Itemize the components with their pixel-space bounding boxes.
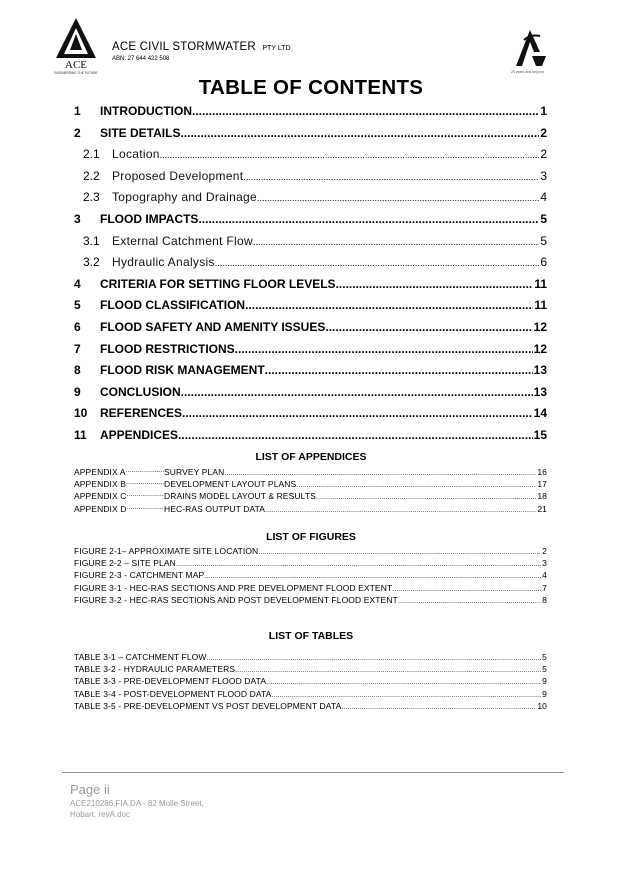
toc-entry-title: REFERENCES: [100, 406, 183, 421]
table-page: 10: [537, 700, 547, 711]
toc-entry[interactable]: [74, 298, 547, 320]
company-block: [112, 37, 291, 62]
appendix-page: 17: [537, 479, 547, 490]
toc-entry-number: 2.3: [83, 190, 100, 205]
toc-entry-title: Topography and Drainage: [112, 190, 257, 205]
toc-leader-dots: [245, 298, 533, 312]
toc-entry-title: Hydraulic Analysis: [112, 255, 215, 270]
figure-page: 3: [542, 558, 547, 569]
appendix-label-dots: [127, 504, 165, 514]
toc-entry-page: 4: [540, 190, 547, 205]
appendix-label-group: [74, 479, 164, 489]
toc-entry[interactable]: [74, 126, 547, 148]
toc-entry-title: FLOOD SAFETY AND AMENITY ISSUES: [100, 319, 326, 334]
appendix-page: 16: [537, 467, 547, 477]
figure-title: FIGURE 3-2 - HEC-RAS SECTIONS AND POST DEVELOPMENT FLOOD EXTENT: [74, 594, 398, 605]
toc-entry[interactable]: [74, 255, 547, 277]
toc-entry-title: SITE DETAILS: [100, 125, 181, 140]
toc-entry-page: 2: [540, 125, 547, 140]
table-page: 5: [542, 652, 547, 662]
toc-leader-dots: [198, 212, 539, 226]
toc-entry-title: INTRODUCTION: [100, 104, 192, 118]
figure-title: FIGURE 2-3 - CATCHMENT MAP: [74, 570, 205, 581]
toc-leader-dots: [243, 172, 539, 182]
toc-entry-page: 13: [533, 384, 547, 399]
appendices-heading: LIST OF APPENDICES: [255, 451, 367, 463]
company-name: ACE CIVIL STORMWATER: [112, 41, 256, 53]
toc-entry-page: 5: [540, 211, 547, 226]
toc-entry-title: CRITERIA FOR SETTING FLOOR LEVELS: [100, 276, 336, 291]
table-leader-dots: [266, 679, 541, 686]
figure-leader-dots: [176, 561, 541, 568]
appendix-leader-dots: [316, 494, 537, 501]
appendix-label-group: [74, 504, 164, 514]
figure-leader-dots: [258, 549, 541, 556]
toc-leader-dots: [265, 363, 533, 377]
toc-entry-number: 9: [74, 384, 81, 399]
toc-leader-dots: [325, 320, 532, 334]
toc-entry[interactable]: [74, 234, 547, 256]
toc-leader-dots: [336, 277, 534, 291]
table-of-contents: [74, 104, 547, 450]
table-entry[interactable]: [74, 664, 547, 676]
toc-entry-page: 2: [540, 147, 547, 162]
toc-entry-page: 14: [533, 406, 547, 421]
figure-entry[interactable]: [74, 583, 547, 595]
table-title: TABLE 3-3 - PRE-DEVELOPMENT FLOOD DATA: [74, 676, 267, 687]
footer-file-line-1: ACE210286,FIA.DA - 82 Molle Street,: [70, 799, 204, 808]
table-title: TABLE 3-4 - POST-DEVELOPMENT FLOOD DATA: [74, 688, 272, 699]
toc-entry-number: 2.1: [83, 147, 100, 162]
toc-entry-page: 12: [533, 341, 547, 356]
toc-entry-title: CONCLUSION: [100, 384, 181, 399]
toc-entry-number: 4: [74, 276, 81, 291]
toc-leader-dots: [235, 342, 533, 356]
tables-heading: LIST OF TABLES: [268, 630, 354, 642]
company-suffix: PTY LTD: [262, 45, 291, 52]
toc-entry-number: 3: [74, 211, 81, 226]
toc-leader-dots: [192, 104, 539, 118]
toc-leader-dots: [215, 258, 540, 268]
appendix-entry[interactable]: [74, 467, 547, 479]
toc-entry-page: 12: [533, 319, 547, 334]
table-page: 9: [542, 688, 547, 699]
toc-entry-number: 6: [74, 319, 81, 334]
toc-entry-page: 1: [540, 104, 547, 118]
toc-entry-number: 3.2: [83, 255, 100, 270]
appendix-entry[interactable]: [74, 504, 547, 516]
toc-entry-number: 2.2: [83, 168, 100, 183]
table-entry[interactable]: [74, 652, 547, 664]
toc-entry-number: 7: [74, 341, 81, 356]
toc-entry[interactable]: [74, 277, 547, 299]
figure-leader-dots: [398, 598, 541, 605]
toc-entry[interactable]: [74, 342, 547, 364]
figure-title: FIGURE 2-2 – SITE PLAN: [74, 558, 176, 569]
tables-list: [74, 652, 547, 713]
toc-entry-page: 3: [540, 168, 547, 183]
appendix-leader-dots: [224, 470, 536, 477]
figures-heading: LIST OF FIGURES: [266, 531, 356, 543]
toc-entry[interactable]: [74, 385, 547, 407]
ace-logo: [50, 16, 102, 76]
toc-leader-dots: [257, 193, 539, 203]
table-entry[interactable]: [74, 689, 547, 701]
figure-entry[interactable]: [74, 570, 547, 582]
appendix-label-group: [74, 491, 164, 501]
table-entry[interactable]: [74, 676, 547, 688]
toc-entry-title: Location: [112, 147, 160, 162]
toc-entry-title: External Catchment Flow: [112, 233, 253, 248]
appendix-page: 18: [537, 491, 547, 502]
figure-leader-dots: [204, 573, 541, 580]
figure-page: 4: [542, 570, 547, 581]
anniversary-logo-caption: 25 years and beyond: [511, 70, 544, 74]
toc-entry-page: 13: [533, 363, 547, 378]
toc-leader-dots: [253, 237, 539, 247]
figure-page: 7: [542, 582, 547, 593]
appendix-label-dots: [127, 491, 165, 501]
appendix-label: APPENDIX B: [74, 479, 127, 490]
figure-title: FIGURE 3-1 - HEC-RAS SECTIONS AND PRE DEVELOPMENT FLOOD EXTENT: [74, 582, 393, 593]
toc-entry-page: 11: [534, 298, 547, 313]
logo-tagline: ENGINEERING THE FUTURE: [54, 71, 98, 75]
appendix-leader-dots: [296, 482, 536, 489]
toc-entry-title: APPENDICES: [100, 427, 179, 442]
toc-entry-title: FLOOD CLASSIFICATION: [100, 298, 246, 313]
appendix-leader-dots: [265, 507, 536, 514]
table-leader-dots: [206, 655, 541, 662]
table-leader-dots: [235, 667, 541, 674]
appendix-title: DEVELOPMENT LAYOUT PLANS: [164, 479, 297, 490]
toc-entry[interactable]: [74, 104, 547, 126]
appendix-title: DRAINS MODEL LAYOUT & RESULTS: [164, 491, 316, 502]
toc-entry[interactable]: [74, 363, 547, 385]
table-page: 5: [542, 664, 547, 675]
figure-title: FIGURE 2-1– APPROXIMATE SITE LOCATION: [74, 546, 259, 556]
anniversary-logo: [510, 26, 548, 70]
figure-entry[interactable]: [74, 595, 547, 607]
toc-entry-title: FLOOD RISK MANAGEMENT: [100, 363, 265, 378]
toc-entry-title: Proposed Development: [112, 168, 244, 183]
figure-leader-dots: [392, 586, 541, 593]
toc-leader-dots: [160, 150, 540, 160]
toc-entry[interactable]: [74, 428, 547, 450]
footer-file-reference: [70, 799, 204, 820]
toc-entry-page: 6: [540, 255, 547, 270]
toc-entry-number: 8: [74, 363, 81, 378]
appendix-label-group: [74, 467, 164, 477]
page-title: TABLE OF CONTENTS: [198, 76, 424, 99]
table-leader-dots: [341, 704, 536, 711]
appendix-label: APPENDIX C: [74, 491, 127, 502]
company-abn: ABN: 27 644 422 508: [112, 56, 170, 62]
appendix-entry[interactable]: [74, 479, 547, 491]
appendix-entry[interactable]: [74, 491, 547, 503]
appendix-label-dots: [126, 479, 164, 489]
table-title: TABLE 3-2 - HYDRAULIC PARAMETERS: [74, 664, 236, 675]
appendix-title: SURVEY PLAN: [164, 467, 225, 477]
appendices-list: [74, 467, 547, 516]
table-leader-dots: [271, 692, 541, 699]
toc-leader-dots: [180, 126, 539, 140]
toc-entry-page: 15: [533, 427, 547, 442]
appendix-label-dots: [126, 467, 164, 477]
toc-entry[interactable]: [74, 212, 547, 234]
toc-entry[interactable]: [74, 147, 547, 169]
toc-entry-number: 5: [74, 298, 81, 313]
toc-leader-dots: [181, 385, 533, 399]
toc-entry-page: 5: [540, 233, 547, 248]
appendix-title: HEC-RAS OUTPUT DATA: [164, 503, 266, 514]
toc-entry-page: 11: [534, 276, 547, 291]
figure-entry[interactable]: [74, 546, 547, 558]
toc-entry[interactable]: [74, 190, 547, 212]
toc-entry-number: 10: [74, 406, 88, 421]
footer-divider: [62, 772, 564, 773]
toc-entry[interactable]: [74, 320, 547, 342]
footer-file-line-2: Hobart, revA.doc: [70, 809, 131, 819]
table-entry[interactable]: [74, 701, 547, 713]
logo-text: ACE: [65, 59, 87, 71]
toc-entry-title: FLOOD IMPACTS: [100, 211, 199, 226]
figure-page: 8: [542, 594, 547, 605]
appendix-label: APPENDIX D: [74, 503, 127, 514]
toc-entry-number: 3.1: [83, 233, 100, 248]
toc-leader-dots: [182, 406, 533, 420]
toc-entry-number: 1: [74, 104, 81, 118]
toc-entry[interactable]: [74, 169, 547, 191]
table-page: 9: [542, 676, 547, 687]
toc-entry-title: FLOOD RESTRICTIONS: [100, 341, 235, 356]
toc-entry-number: 11: [74, 427, 87, 442]
toc-entry[interactable]: [74, 406, 547, 428]
toc-entry-number: 2: [74, 125, 81, 140]
figures-list: [74, 546, 547, 607]
figure-page: 2: [542, 546, 547, 556]
footer-page-number: Page ii: [70, 782, 110, 797]
appendix-page: 21: [537, 503, 547, 514]
figure-entry[interactable]: [74, 558, 547, 570]
appendix-label: APPENDIX A: [74, 467, 126, 477]
table-title: TABLE 3-1 – CATCHMENT FLOW: [74, 652, 207, 662]
table-title: TABLE 3-5 - PRE-DEVELOPMENT VS POST DEVELOPMENT DATA: [74, 700, 342, 711]
toc-leader-dots: [178, 428, 533, 442]
